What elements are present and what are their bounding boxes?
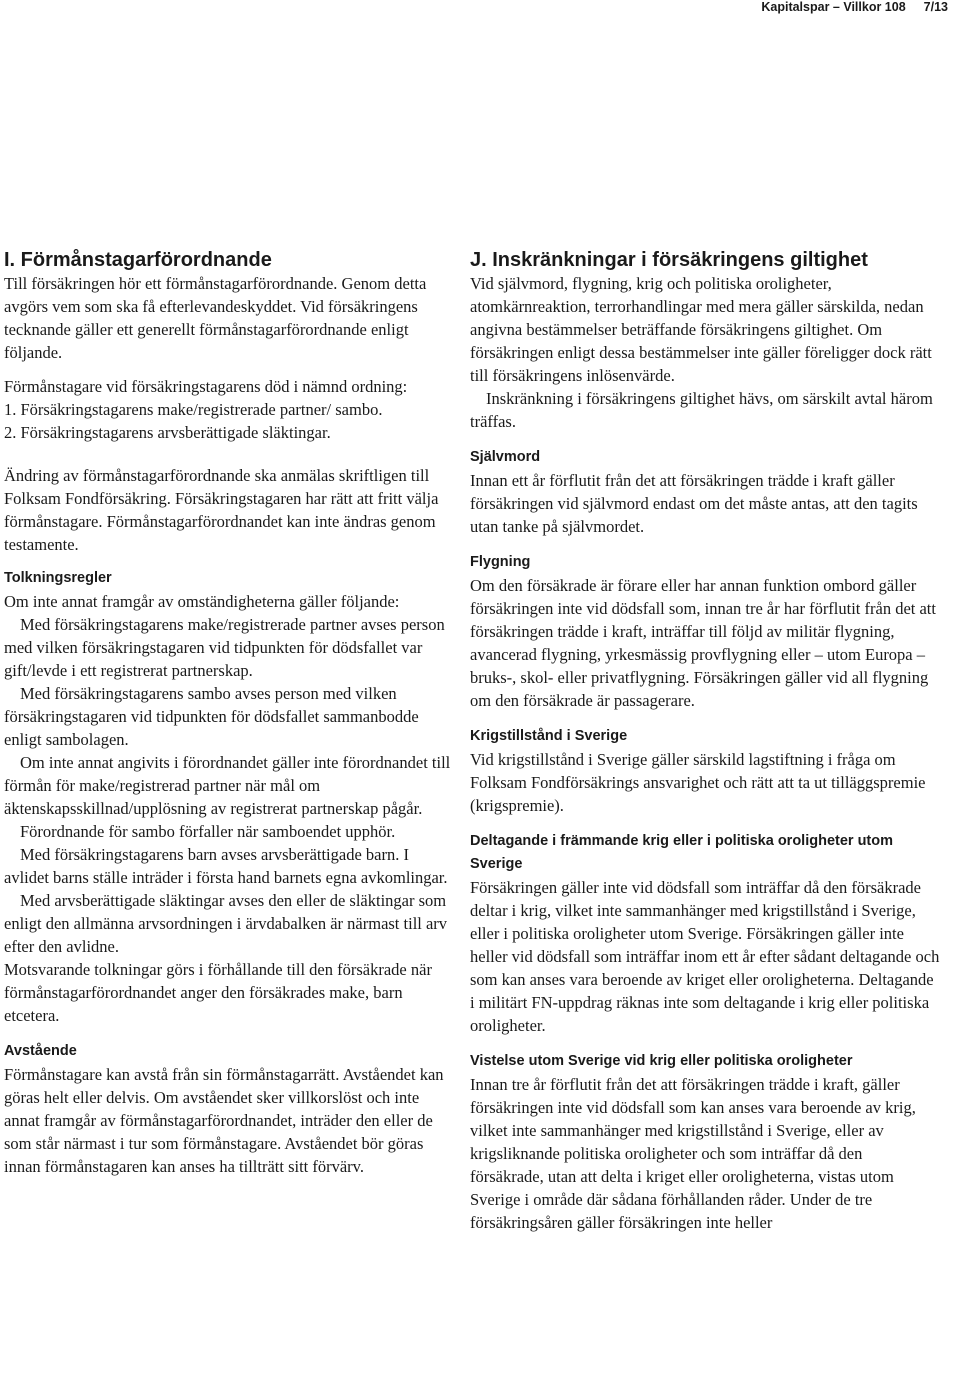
interpretation-p3: Med försäkringstagarens sambo avses person med vilken försäkringstagaren vid tidpunkten för dödsfallet sammanbodde enligt sambolagen. (4, 684, 419, 749)
interpretation-p5: Förordnande för sambo förfaller när samboendet upphör. (20, 822, 396, 841)
right-column (470, 248, 940, 1234)
section-j-intro: Vid självmord, flygning, krig och politiska oroligheter, atomkärnreaktion, terrorhandlingar med mera gäller särskilda, nedan angivna bestämmelser beträffande försäkringens giltighet. Om försäkringen enligt dessa bestämmelser inte gäller föreligger dock rätt till försäkringens inlösenvärde. (470, 274, 932, 385)
suicide-heading: Självmord (470, 449, 541, 465)
waiver-heading: Avstående (4, 1043, 77, 1059)
interpretation-p7: Med arvsberättigade släktingar avses den eller de släktingar som enligt den allmänna arvsordningen i ärvdabalken är närmast till arv efter den avlidne. (4, 891, 448, 956)
interpretation-p8: Motsvarande tolkningar görs i förhållande till den försäkrade när förmånstagarförordnandet anger den försäkrades make, barn etcetera. (4, 960, 432, 1025)
flight-text: Om den försäkrade är förare eller har annan funktion ombord gäller försäkringen inte vid dödsfall som, innan tre år har förflutit från det att försäkringen trädde i kraft, inträffar till följd av militär flygning, avancerad flygning, yrkesmässig provflygning eller – utom Europa – bruks-, skol- eller privatflygning. Försäkringen gäller vid all flygning om den försäkrade är passagerare. (470, 576, 936, 710)
beneficiary-order-item-1: 1. Försäkringstagarens make/registrerade partner/ sambo. (4, 400, 383, 419)
foreign-war-text: Försäkringen gäller inte vid dödsfall som inträffar då den försäkrade deltar i krig, vilket inte sammanhänger med krigstillstånd i Sverige, eller i politiska oroligheter utom Sverige. Försäkringen gäller inte heller vid dödsfall som inträffar inom ett år efter sådant deltagande och som kan anses vara beroende av kriget eller oroligheterna. Deltagande i militärt FN-uppdrag räknas inte som deltagande i krig eller politiska oroligheter. (470, 878, 940, 1035)
section-j-title: J. Inskränkningar i försäkringens giltighet (470, 249, 868, 271)
page-number: 7/13 (923, 0, 948, 14)
stay-abroad-text: Innan tre år förflutit från det att försäkringen trädde i kraft, gäller försäkringen inte vid dödsfall som kan anses vara beroende av krig, vilket inte sammanhänger med krigstillstånd i Sverige, eller av krigsliknande politiska oroligheter och som inträffar då den försäkrade, utan att delta i kriget eller oroligheterna, vistas utom Sverige i område där sådana förhållanden råder. Under de tre försäkringsåren gäller försäkringen inte heller (470, 1075, 916, 1232)
flight-heading: Flygning (470, 554, 531, 570)
left-column (4, 248, 452, 1178)
war-sweden-heading: Krigstillstånd i Sverige (470, 728, 628, 744)
waiver-text: Förmånstagare kan avstå från sin förmånstagarrätt. Avståendet kan göras helt eller delvis. Om avståendet sker villkorslöst och inte annat framgår av förmånstagarförordnandet, inträder den eller de som står närmast i tur som förmånstagare. Avståendet bör göras innan förmånstagaren kan anses ha tillträtt sitt förvärv. (4, 1065, 444, 1176)
section-j-intro-2: Inskränkning i försäkringens giltighet hävs, om särskilt avtal härom träffas. (470, 389, 933, 431)
document-title: Kapitalspar – Villkor 108 (761, 0, 906, 14)
interpretation-p2: Med försäkringstagarens make/registrerade partner avses person med vilken försäkringstagaren vid tidpunkten för dödsfallet var gift/levde i ett registrerat partnerskap. (4, 615, 445, 680)
section-i-title: I. Förmånstagarförordnande (4, 249, 272, 271)
beneficiary-order-intro: Förmånstagare vid försäkringstagarens död i nämnd ordning: (4, 377, 408, 396)
section-i-intro: Till försäkringen hör ett förmånstagarförordnande. Genom detta avgörs vem som ska få efterlevandeskyddet. Vid försäkringens tecknande gäller ett generellt förmånstagarförordnande enligt följande. (4, 274, 427, 362)
suicide-text: Innan ett år förflutit från det att försäkringen trädde i kraft gäller försäkringen vid självmord endast om det måste antas, att den tagits utan tanke på självmordet. (470, 471, 918, 536)
war-sweden-text: Vid krigstillstånd i Sverige gäller särskild lagstiftning i fråga om Folksam Fondförsäkrings ansvarighet och rätt att ta ut tilläggspremie (krigspremie). (470, 750, 926, 815)
running-header (761, 0, 948, 14)
interpretation-heading: Tolkningsregler (4, 570, 112, 586)
foreign-war-heading: Deltagande i främmande krig eller i politiska oroligheter utom Sverige (470, 833, 894, 872)
interpretation-p4: Om inte annat angivits i förordnandet gäller inte förordnandet till förmån för make/registrerad partner när mål om äktenskapsskillnad/upplösning av registrerat partnerskap pågår. (4, 753, 451, 818)
beneficiary-order-item-2: 2. Försäkringstagarens arvsberättigade släktingar. (4, 423, 331, 442)
change-beneficiary-text: Ändring av förmånstagarförordnande ska anmälas skriftligen till Folksam Fondförsäkring. Försäkringstagaren har rätt att fritt välja förmånstagare. Förmånstagarförordnandet kan inte ändras genom testamente. (4, 466, 439, 554)
interpretation-p1: Om inte annat framgår av omständigheterna gäller följande: (4, 592, 400, 611)
stay-abroad-heading: Vistelse utom Sverige vid krig eller politiska oroligheter (470, 1053, 853, 1069)
interpretation-p6: Med försäkringstagarens barn avses arvsberättigade barn. I avlidet barns ställe inträder i första hand barnets egna avkomlingar. (4, 845, 448, 887)
